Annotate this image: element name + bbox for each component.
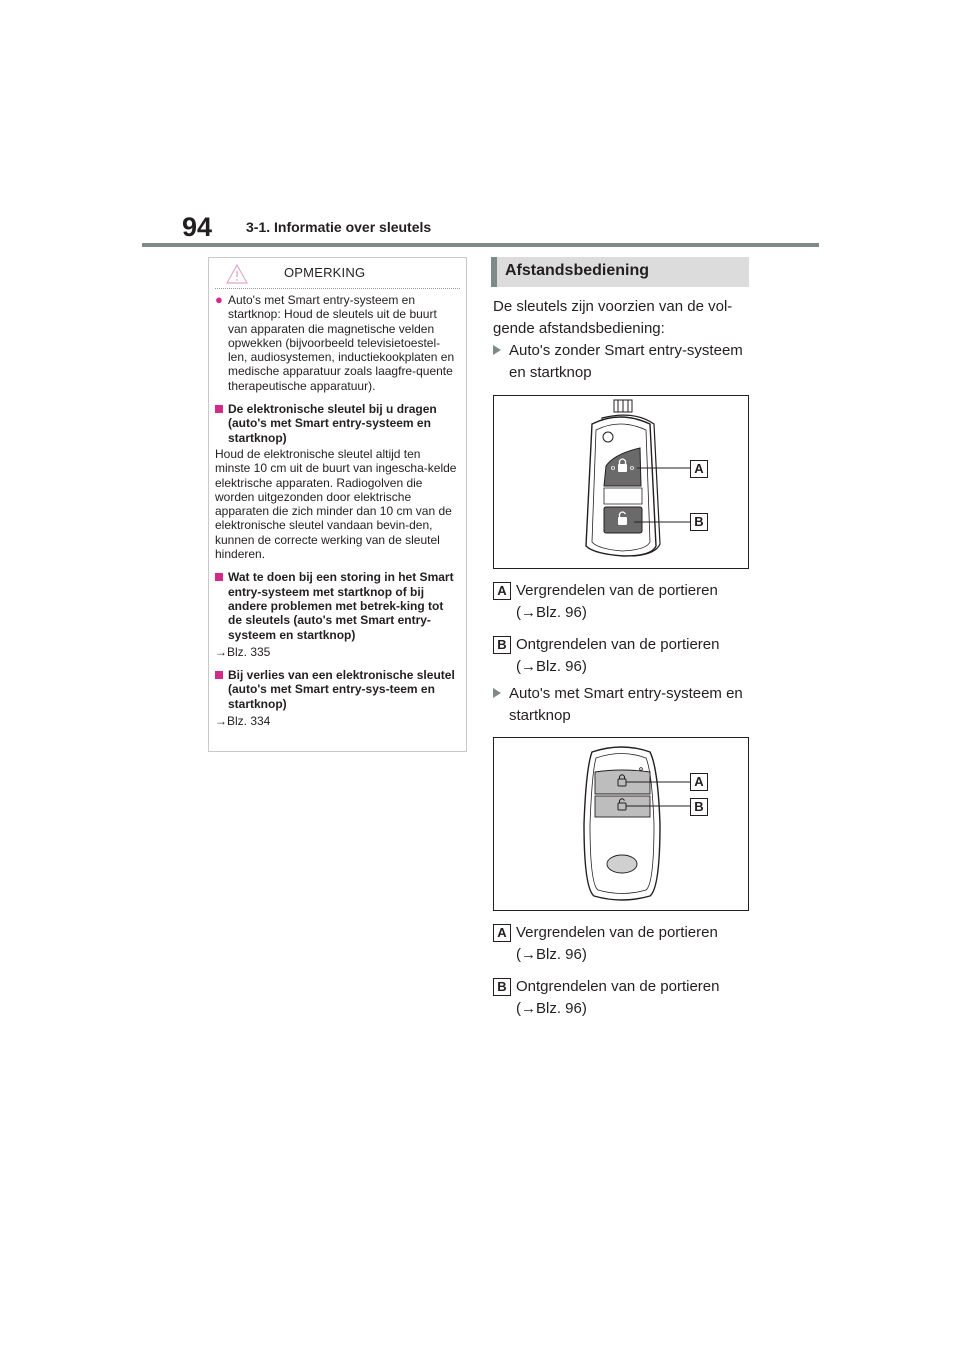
heading-accent-bar: [491, 257, 497, 287]
triangle-bullet-icon: [493, 345, 501, 355]
callout-a: A: [690, 773, 708, 791]
smart-key-illustration: [493, 737, 749, 911]
note-item-heading: Bij verlies van een elektronische sleutel (auto's met Smart entry-sys-teem en startknop): [215, 668, 458, 711]
legend-text: Ontgrendelen van de portieren: [516, 978, 720, 995]
page-reference: (→Blz. 96): [516, 946, 587, 963]
page-number: 94: [182, 212, 213, 242]
flip-key-illustration: [493, 395, 749, 569]
page-reference: (→Blz. 96): [516, 604, 587, 621]
smart-key-icon: [494, 738, 748, 910]
section-title: 3-1. Informatie over sleutels: [246, 219, 432, 235]
legend-item-a: [493, 924, 733, 968]
page-reference: →Blz. 335: [215, 644, 271, 659]
note-box: [208, 257, 467, 752]
note-body: [215, 293, 458, 737]
legend-label-a: A: [493, 924, 511, 942]
callout-a: A: [690, 460, 708, 478]
callout-b: B: [690, 798, 708, 816]
warning-icon: [226, 264, 248, 284]
header-rule: [142, 243, 819, 247]
page-reference: (→Blz. 96): [516, 1000, 587, 1017]
variant-item: Auto's zonder Smart entry-systeem en startknop: [509, 340, 749, 384]
note-title: OPMERKING: [284, 265, 366, 280]
note-bullet-text: Auto's met Smart entry-systeem en startknop: Houd de sleutels uit de buurt van apparaten die magnetische velden opwekken (bijvoorbeeld televisietoestel-len, audiosystemen, inductiekookplaten en medische apparatuur zoals laagfre-quente therapeutische apparatuur).: [228, 293, 455, 393]
square-bullet-icon: [215, 671, 223, 679]
note-header: [209, 258, 466, 288]
callout-b: B: [690, 513, 708, 531]
note-item-heading: De elektronische sleutel bij u dragen (auto's met Smart entry-systeem en startknop): [215, 402, 458, 445]
square-bullet-icon: [215, 573, 223, 581]
circle-bullet-icon: ●: [215, 292, 223, 307]
legend-item-a: [493, 582, 733, 626]
section-heading: [491, 257, 749, 287]
legend-label-a: A: [493, 582, 511, 600]
section-heading-text: Afstandsbediening: [505, 262, 650, 279]
legend-item-b: [493, 636, 733, 680]
legend-text: Vergrendelen van de portieren: [516, 582, 718, 599]
intro-text: De sleutels zijn voorzien van de vol-gende afstandsbediening:: [493, 298, 733, 337]
variant-item: Auto's met Smart entry-systeem en startknop: [509, 683, 749, 727]
note-bullet: [215, 293, 458, 393]
flip-key-icon: [494, 396, 748, 568]
legend-text: Ontgrendelen van de portieren: [516, 636, 720, 653]
page-reference: →Blz. 334: [215, 714, 271, 729]
note-item-heading: Wat te doen bij een storing in het Smart entry-systeem met startknop of bij andere problemen met betrek-king tot de sleutels (auto's met Smart entry-systeem en startknop): [215, 570, 458, 641]
note-divider: [215, 288, 460, 289]
legend-item-b: [493, 978, 733, 1022]
triangle-bullet-icon: [493, 688, 501, 698]
note-item-text: Houd de elektronische sleutel altijd ten minste 10 cm uit de buurt van ingescha-kelde elektrische apparaten. Radiogolven die worden uitgezonden door elektrische apparaten die zich minder dan 10 cm van de elektronische sleutel vandaan bevin-den, kunnen de correcte werking van de sleutel hinderen.: [215, 446, 457, 562]
legend-text: Vergrendelen van de portieren: [516, 924, 718, 941]
square-bullet-icon: [215, 405, 223, 413]
legend-label-b: B: [493, 636, 511, 654]
legend-label-b: B: [493, 978, 511, 996]
page-reference: (→Blz. 96): [516, 658, 587, 675]
